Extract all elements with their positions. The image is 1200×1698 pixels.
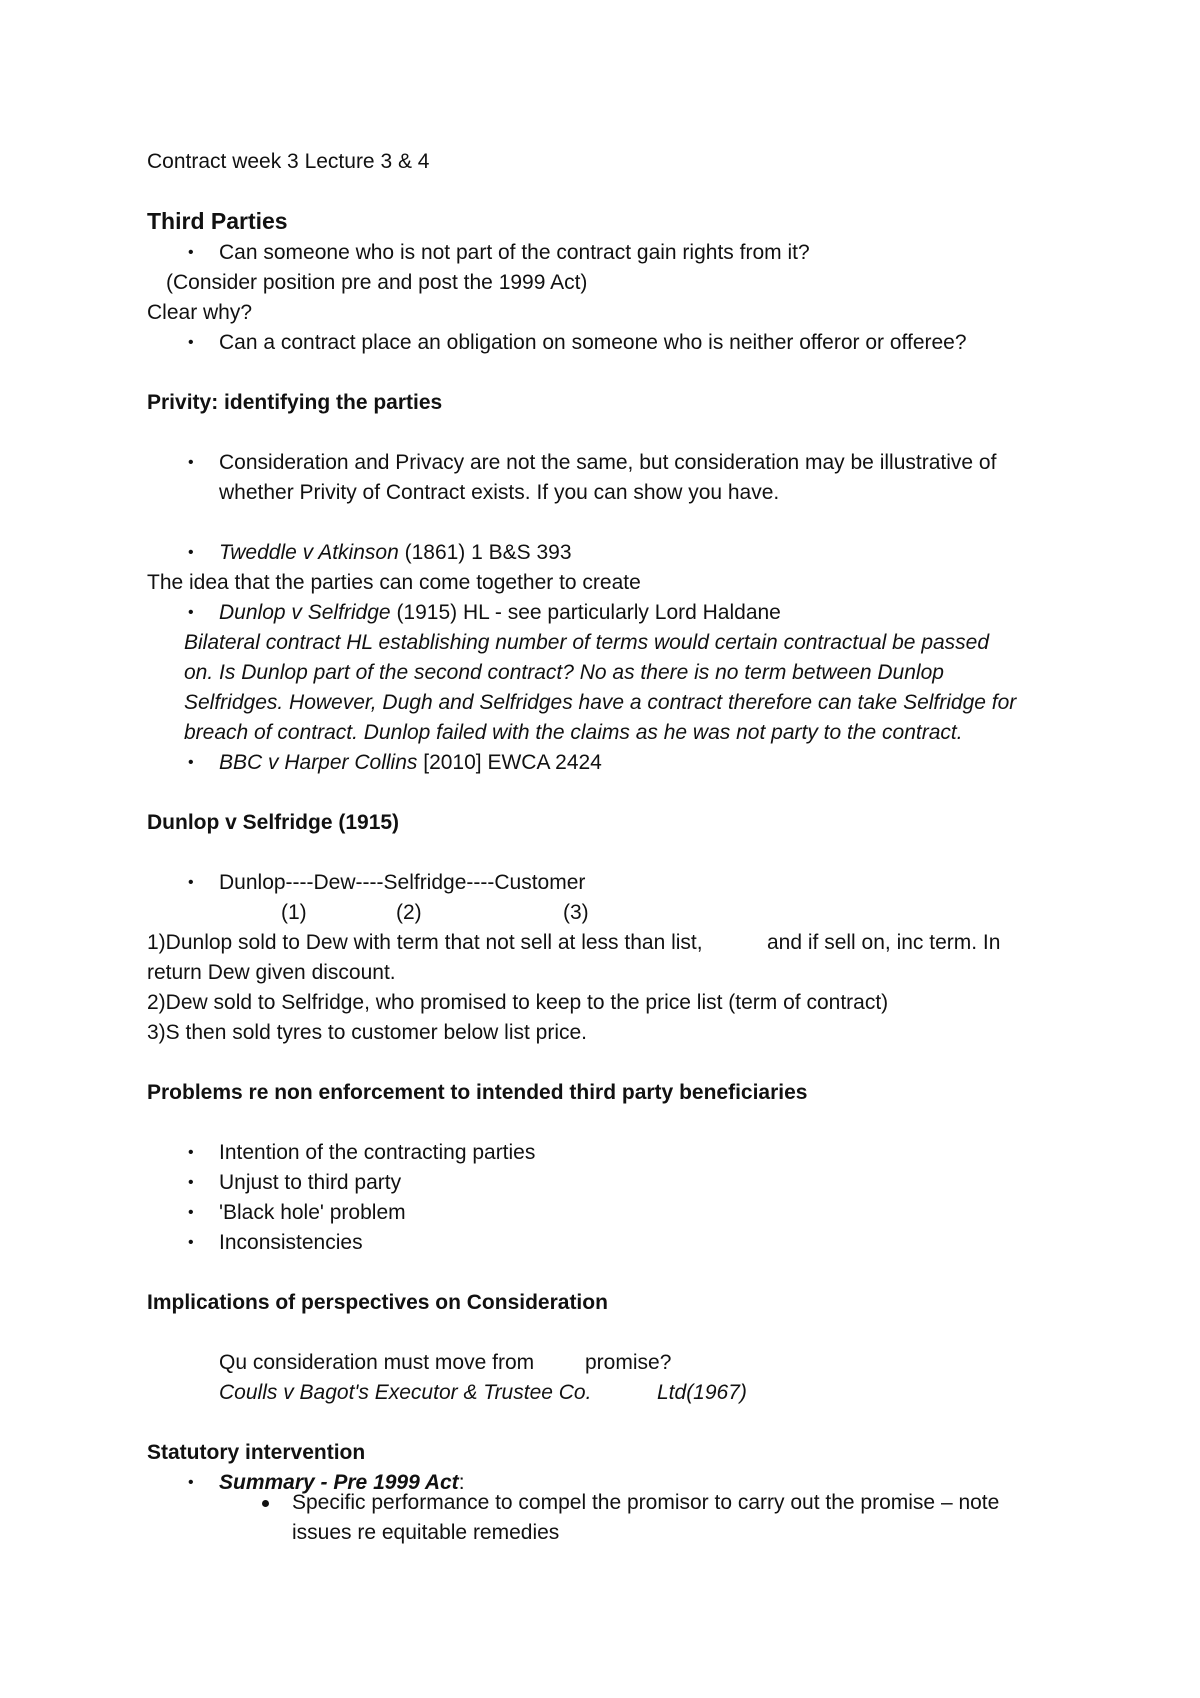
case-name: Tweddle v Atkinson: [219, 541, 399, 564]
problem-item: Unjust to third party: [219, 1171, 402, 1194]
problem-item: Intention of the contracting parties: [219, 1141, 536, 1164]
supply-chain-text: Dunlop----Dew----Selfridge----Customer: [219, 871, 586, 894]
case-tweddle: [219, 540, 572, 566]
bullet-icon: •: [188, 1174, 194, 1191]
heading-dunlop-selfridge: Dunlop v Selfridge (1915): [147, 811, 400, 834]
bullet-icon: •: [188, 754, 194, 771]
problem-item: 'Black hole' problem: [219, 1201, 406, 1224]
dunlop-note-line: Bilateral contract HL establishing number of terms would certain contractual be passed: [184, 631, 990, 654]
heading-problems: Problems re non enforcement to intended third party beneficiaries: [147, 1081, 808, 1104]
heading-privity: Privity: identifying the parties: [147, 391, 443, 414]
step-1-text: 1)Dunlop sold to Dew with term that not sell at less than list,: [147, 931, 703, 954]
step-1-return: return Dew given discount.: [147, 961, 396, 984]
question-consideration: Qu consideration must move from: [219, 1351, 535, 1374]
question-consideration-end: promise?: [585, 1351, 672, 1374]
privity-point-line2: whether Privity of Contract exists. If you can show you have.: [219, 481, 780, 504]
case-citation: [2010] EWCA 2424: [417, 751, 602, 774]
bullet-icon: •: [188, 1144, 194, 1161]
bullet-icon: •: [188, 244, 194, 261]
step-1-continued: and if sell on, inc term. In: [767, 931, 1001, 954]
case-coulls-year: Ltd(1967): [657, 1381, 747, 1404]
question-obligation: Can a contract place an obligation on someone who is neither offeror or offeree?: [219, 331, 967, 354]
problem-item: Inconsistencies: [219, 1231, 363, 1254]
bullet-icon: •: [188, 874, 194, 891]
specific-performance-line2: issues re equitable remedies: [292, 1521, 560, 1544]
dunlop-note-line: Selfridges. However, Dugh and Selfridges have a contract therefore can take Selfridge for: [184, 691, 1017, 714]
dunlop-note-line: on. Is Dunlop part of the second contract? No as there is no term between Dunlop: [184, 661, 944, 684]
clear-why-text: Clear why?: [147, 301, 253, 324]
case-coulls: Coulls v Bagot's Executor & Trustee Co.: [219, 1381, 592, 1404]
bullet-icon: •: [188, 1204, 194, 1221]
note-1999-act: (Consider position pre and post the 1999 Act): [166, 271, 588, 294]
chain-number-1: (1): [281, 901, 307, 924]
case-dunlop: [219, 600, 781, 626]
summary-colon: :: [458, 1471, 465, 1494]
heading-implications: Implications of perspectives on Consideration: [147, 1291, 608, 1314]
bullet-icon: •: [188, 544, 194, 561]
bullet-icon: •: [188, 454, 194, 471]
bullet-icon: •: [188, 604, 194, 621]
question-third-party-rights: Can someone who is not part of the contract gain rights from it?: [219, 241, 810, 264]
bullet-icon: •: [188, 334, 194, 351]
heading-statutory: Statutory intervention: [147, 1441, 366, 1464]
bullet-icon: •: [188, 1474, 194, 1491]
case-name: Dunlop v Selfridge: [219, 601, 391, 624]
step-2-text: 2)Dew sold to Selfridge, who promised to keep to the price list (term of contract): [147, 991, 889, 1014]
chain-number-3: (3): [563, 901, 589, 924]
case-citation: (1861) 1 B&S 393: [398, 541, 572, 564]
idea-text: The idea that the parties can come together to create: [147, 571, 641, 594]
chain-number-2: (2): [396, 901, 422, 924]
dunlop-note-line: breach of contract. Dunlop failed with the claims as he was not party to the contract.: [184, 721, 963, 744]
heading-third-parties: Third Parties: [147, 208, 288, 234]
privity-point-line1: Consideration and Privacy are not the same, but consideration may be illustrative of: [219, 451, 997, 474]
case-citation: (1915) HL - see particularly Lord Haldane: [390, 601, 781, 624]
summary-label: Summary - Pre 1999 Act: [219, 1471, 459, 1494]
case-name: BBC v Harper Collins: [219, 751, 418, 774]
bullet-icon: •: [188, 1234, 194, 1251]
step-3-text: 3)S then sold tyres to customer below list price.: [147, 1021, 588, 1044]
bullet-dot-icon: [262, 1500, 269, 1507]
case-bbc: [219, 750, 602, 776]
specific-performance-line1: Specific performance to compel the promisor to carry out the promise – note: [292, 1491, 1000, 1514]
document-title: Contract week 3 Lecture 3 & 4: [147, 150, 430, 173]
